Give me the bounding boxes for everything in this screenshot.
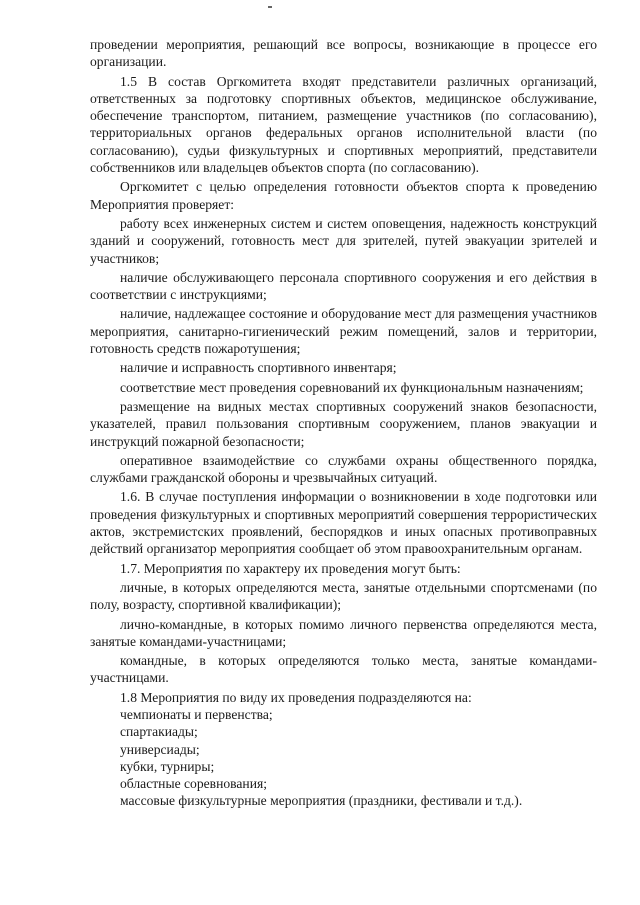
paragraph-orgcommittee-checks: Оргкомитет с целью определения готовности объектов спорта к проведению Мероприятия проверяет:: [90, 179, 597, 212]
scan-mark: [268, 6, 272, 8]
paragraph-continuation: проведении мероприятия, решающий все вопросы, возникающие в процессе его организации.: [90, 37, 597, 70]
kind-item-regional: областные соревнования;: [120, 776, 268, 792]
paragraph-1-6: 1.6. В случае поступления информации о возникновении в ходе подготовки или проведения физкультурных и спортивных мероприятий совершения террористических актов, экстремистских проявлений, беспорядков и иных опасных противоправных действий организатор мероприятия сообщает об этом правоохранительным органам.: [90, 489, 597, 557]
paragraph-1-5: 1.5 В состав Оргкомитета входят представители различных организаций, ответственных за подготовку спортивных объектов, медицинское обслуживание, обеспечение транспортом, питанием, размещение участников (по согласованию), территориальных органов федеральных органов исполнительной власти (по согласованию), судьи физкультурных и спортивных мероприятий, представители собственников или владельцев объектов спорта (по согласованию).: [90, 73, 597, 176]
kind-item-spartakiads: спартакиады;: [120, 724, 198, 740]
check-item-venue-compliance: соответствие мест проведения соревнований их функциональным назначениям;: [120, 379, 584, 395]
check-item-inventory: наличие и исправность спортивного инвентаря;: [120, 360, 397, 376]
kind-item-mass-events: массовые физкультурные мероприятия (праздники, фестивали и т.д.).: [120, 793, 523, 809]
paragraph-1-8: 1.8 Мероприятия по виду их проведения подразделяются на:: [120, 689, 472, 705]
kind-item-championships: чемпионаты и первенства;: [120, 706, 273, 722]
kind-item-universiades: универсиады;: [120, 741, 200, 757]
check-item-accommodation: наличие, надлежащее состояние и оборудование мест для размещения участников мероприятия, санитарно-гигиенический режим помещений, залов и территории, готовность средств пожаротушения;: [90, 306, 597, 357]
paragraph-1-7: 1.7. Мероприятия по характеру их проведения могут быть:: [120, 560, 461, 576]
type-item-team: командные, в которых определяются только места, занятые командами-участницами.: [90, 653, 597, 686]
check-item-cooperation: оперативное взаимодействие со службами охраны общественного порядка, службами гражданской обороны и чрезвычайных ситуаций.: [90, 452, 597, 486]
check-item-safety-signs: размещение на видных местах спортивных сооружений знаков безопасности, указателей, правил пользования спортивным сооружением, планов эвакуации и инструкций пожарной безопасности;: [90, 398, 597, 449]
type-item-personal: личные, в которых определяются места, занятые отдельными спортсменами (по полу, возрасту, спортивной квалификации);: [90, 579, 597, 613]
document-body: [90, 36, 597, 810]
type-item-personal-team: лично-командные, в которых помимо личного первенства определяются места, занятые командами-участницами;: [90, 616, 597, 649]
check-item-engineering-systems: работу всех инженерных систем и систем оповещения, надежность конструкций зданий и сооружений, готовность мест для зрителей, путей эвакуации зрителей и участников;: [90, 215, 597, 266]
kind-item-cups: кубки, турниры;: [120, 758, 215, 774]
check-item-staff: наличие обслуживающего персонала спортивного сооружения и его действия в соответствии с инструкциями;: [90, 269, 597, 303]
